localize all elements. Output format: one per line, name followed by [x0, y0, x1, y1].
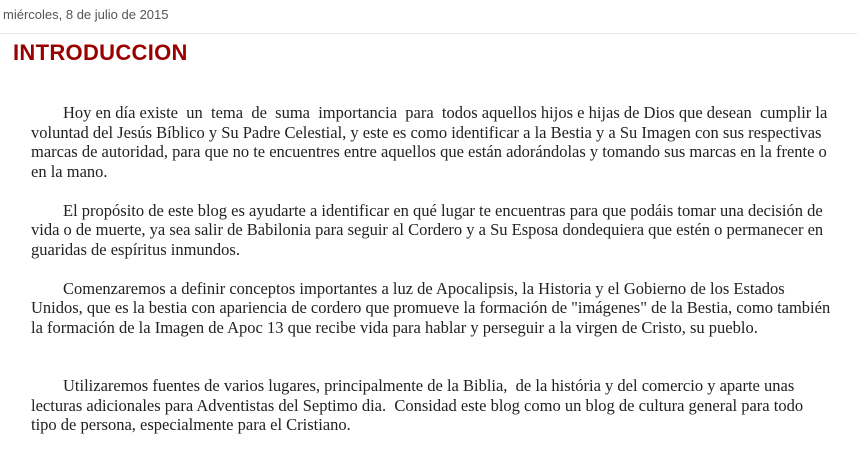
post-date: miércoles, 8 de julio de 2015	[3, 7, 169, 22]
paragraph-1: Hoy en día existe un tema de suma importancia para todos aquellos hijos e hijas de Dios que desean cumplir la voluntad del Jesús Bíblico y Su Padre Celestial, y este es como identificar a la Bestia y a Su Imagen con sus respectivas marcas de autoridad, para que no te encuentres entre aquellos que están adorándolas y tomando sus marcas en la frente o en la mano.	[31, 103, 832, 181]
divider	[0, 33, 857, 34]
paragraph-3: Comenzaremos a definir conceptos importantes a luz de Apocalipsis, la Historia y el Gobierno de los Estados Unidos, que es la bestia con apariencia de cordero que promueve la formación de "imágenes" de la Bestia, como también la formación de la Imagen de Apoc 13 que recibe vida para hablar y perseguir a la virgen de Cristo, su pueblo.	[31, 278, 835, 337]
post-title[interactable]: INTRODUCCION	[13, 40, 188, 65]
paragraph-4: Utilizaremos fuentes de varios lugares, principalmente de la Biblia, de la história y del comercio y aparte unas lecturas adicionales para Adventistas del Septimo dia. Considad este blog como un blog de cultura general para todo tipo de persona, especialmente para el Cristiano.	[31, 376, 808, 434]
post-body	[31, 103, 835, 435]
paragraph-2: El propósito de este blog es ayudarte a identificar en qué lugar te encuentras para que podáis tomar una decisión de vida o de muerte, ya sea salir de Babilonia para seguir al Cordero y a Su Esposa dondequiera que estén o permanecer en guaridas de espíritus inmundos.	[31, 200, 828, 259]
